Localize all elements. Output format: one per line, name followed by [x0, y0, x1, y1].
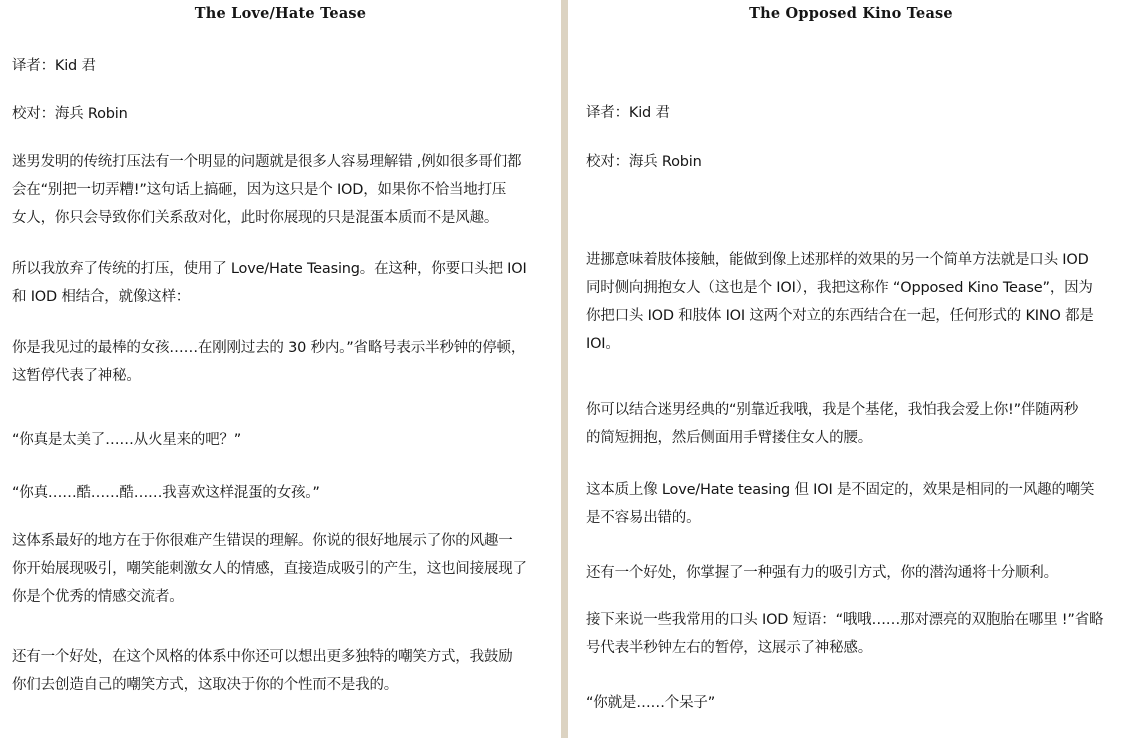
left-paragraph-2: 所以我放弃了传统的打压，使用了 Love/Hate Teasing。在这种，你要口头把 IOI 和 IOD 相结合，就像这样：: [12, 261, 527, 305]
left-column: [0, 0, 561, 738]
right-proofreader-credit: 校对：海兵 Robin: [586, 154, 702, 170]
right-section-title: The Opposed Kino Tease: [749, 5, 953, 22]
right-column: [568, 0, 1134, 738]
right-translator-credit: 译者：Kid 君: [586, 105, 670, 121]
left-quote-1: “你真是太美了……从火星来的吧？”: [12, 432, 242, 448]
right-paragraph-4: 还有一个好处，你掌握了一种强有力的吸引方式，你的潜沟通将十分顺利。: [586, 565, 1058, 581]
column-divider: [561, 0, 568, 738]
left-section-title: The Love/Hate Tease: [194, 5, 367, 22]
left-paragraph-5: 还有一个好处，在这个风格的体系中你还可以想出更多独特的嘲笑方式，我鼓励 你们去创造自己的嘲笑方式，这取决于你的个性而不是我的。: [12, 649, 513, 693]
right-paragraph-1: 进挪意味着肢体接触，能做到像上述那样的效果的另一个简单方法就是口头 IOD 同时侧向拥抱女人（这也是个 IOI），我把这称作 “Opposed Kino Tease”，因为 你把口头 IOD 和肢体 IOI 这两个对立的东西结合在一起，任何形式的 KINO 都是 IOI。: [586, 252, 1094, 352]
right-paragraph-3: 这本质上像 Love/Hate teasing 但 IOI 是不固定的，效果是相同的一风趣的嘲笑 是不容易出错的。: [586, 482, 1095, 526]
left-paragraph-3: 你是我见过的最棒的女孩……在刚刚过去的 30 秒内。”省略号表示半秒钟的停顿， 这暂停代表了神秘。: [12, 340, 526, 384]
left-translator-credit: 译者：Kid 君: [12, 58, 96, 74]
right-paragraph-2: 你可以结合迷男经典的“别靠近我哦，我是个基佬，我怕我会爱上你!”伴随两秒 的简短拥抱，然后侧面用手臂搂住女人的腰。: [586, 402, 1079, 446]
left-paragraph-4: 这体系最好的地方在于你很难产生错误的理解。你说的很好地展示了你的风趣一 你开始展现吸引，嘲笑能刺激女人的情感，直接造成吸引的产生，这也间接展现了 你是个优秀的情感交流者。: [12, 533, 527, 605]
left-paragraph-1: 迷男发明的传统打压法有一个明显的问题就是很多人容易理解错 ,例如很多哥们都 会在“别把一切弄糟!”这句话上搞砸，因为这只是个 IOD，如果你不恰当地打压 女人，你只会导致你们关系敌对化，此时你展现的只是混蛋本质而不是风趣。: [12, 154, 522, 226]
right-paragraph-5: 接下来说一些我常用的口头 IOD 短语：“哦哦……那对漂亮的双胞胎在哪里 !”省略 号代表半秒钟左右的暂停，这展示了神秘感。: [586, 612, 1104, 656]
left-quote-2: “你真……酷……酷……我喜欢这样混蛋的女孩。”: [12, 485, 320, 501]
left-proofreader-credit: 校对：海兵 Robin: [12, 106, 128, 122]
right-quote-1: “你就是……个呆子”: [586, 695, 716, 711]
